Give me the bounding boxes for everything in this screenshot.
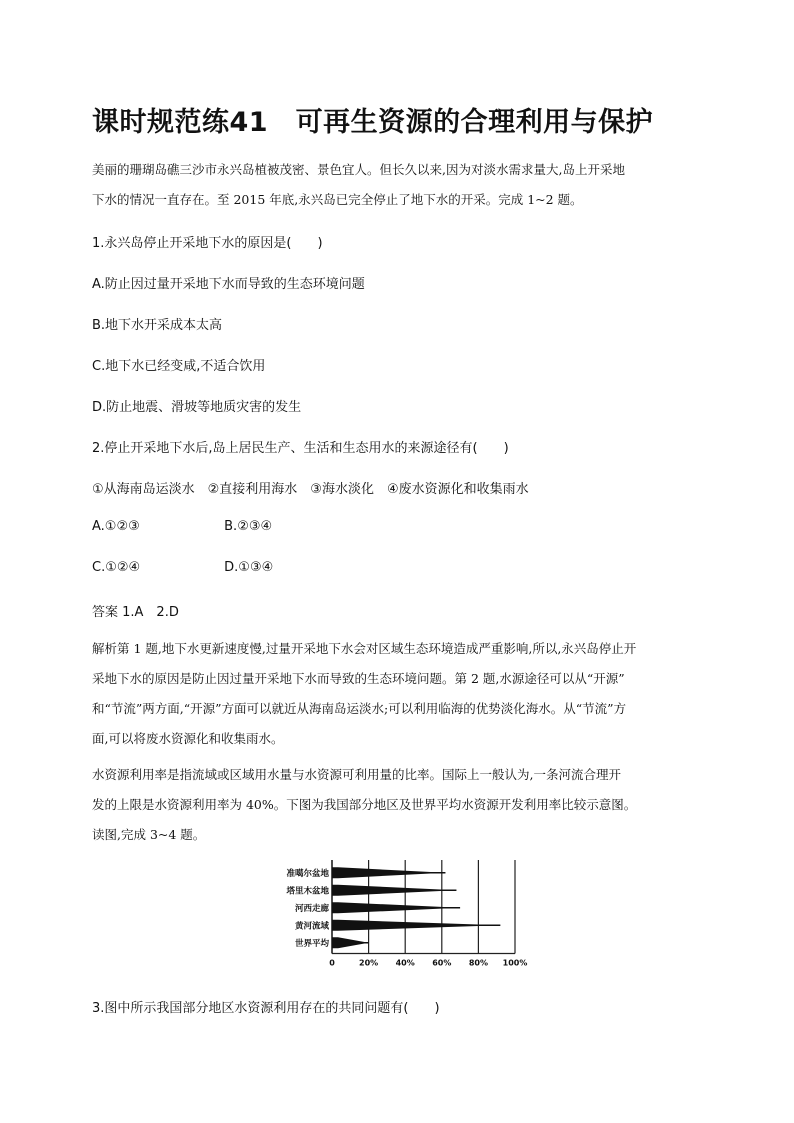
chart-category-label: 黄河流域 <box>294 921 329 932</box>
intro2-line-3: 读图,完成 3~4 题。 <box>92 827 206 842</box>
q2-option-a: A.①②③ <box>92 519 140 534</box>
intro1-line-1: 美丽的珊瑚岛礁三沙市永兴岛植被茂密、景色宜人。但长久以来,因为对淡水需求量大,岛上开采地 <box>92 162 625 177</box>
explanation-paragraph <box>92 634 712 754</box>
chart-x-tick-label: 100% <box>502 958 528 968</box>
q2-items: ①从海南岛运淡水 ②直接利用海水 ③海水淡化 ④废水资源化和收集雨水 <box>92 482 529 497</box>
explanation-line-1: 解析第 1 题,地下水更新速度慢,过量开采地下水会对区域生态环境造成严重影响,所以,永兴岛停止开 <box>92 641 637 656</box>
chart-x-tick-label: 40% <box>395 958 415 968</box>
q1-stem: 1.永兴岛停止开采地下水的原因是( ) <box>92 236 323 251</box>
q2-stem: 2.停止开采地下水后,岛上居民生产、生活和生态用水的来源途径有( ) <box>92 441 509 456</box>
intro-paragraph-1 <box>92 155 712 215</box>
chart-x-tick-label: 80% <box>468 958 488 968</box>
q3-stem: 3.图中所示我国部分地区水资源利用存在的共同问题有( ) <box>92 1001 440 1016</box>
q2-options-row-1 <box>92 519 272 534</box>
chart-svg <box>270 856 530 972</box>
q2-options-row-2 <box>92 560 273 575</box>
q2-option-c: C.①②④ <box>92 560 141 575</box>
chart-x-tick-label: 20% <box>359 958 379 968</box>
q1-option-a: A.防止因过量开采地下水而导致的生态环境问题 <box>92 277 365 292</box>
page-title: 课时规范练41 可再生资源的合理利用与保护 <box>92 107 654 138</box>
q2-option-b: B.②③④ <box>224 519 273 534</box>
chart-category-label: 河西走廊 <box>294 903 329 914</box>
chart-category-label: 准噶尔盆地 <box>286 868 329 879</box>
explanation-line-3: 和“节流”两方面,“开源”方面可以就近从海南岛运淡水;可以利用临海的优势淡化海水。从“节流”方 <box>92 701 627 716</box>
chart-x-tick-label: 60% <box>432 958 452 968</box>
chart-x-tick-label: 0 <box>329 958 335 968</box>
intro1-line-2: 下水的情况一直存在。至 2015 年底,永兴岛已完全停止了地下水的开采。完成 1~2 题。 <box>92 192 583 207</box>
q1-option-c: C.地下水已经变咸,不适合饮用 <box>92 359 266 374</box>
q2-option-d: D.①③④ <box>224 560 274 575</box>
chart-category-label: 世界平均 <box>294 938 329 949</box>
intro-paragraph-2 <box>92 760 712 850</box>
explanation-line-4: 面,可以将废水资源化和收集雨水。 <box>92 731 284 746</box>
intro2-line-2: 发的上限是水资源利用率为 40%。下图为我国部分地区及世界平均水资源开发利用率比较示意图。 <box>92 797 637 812</box>
intro2-line-1: 水资源利用率是指流域或区域用水量与水资源可利用量的比率。国际上一般认为,一条河流合理开 <box>92 767 621 782</box>
explanation-line-2: 采地下水的原因是防止因过量开采地下水而导致的生态环境问题。第 2 题,水源途径可以从“开源” <box>92 671 625 686</box>
q1-option-b: B.地下水开采成本太高 <box>92 318 223 333</box>
q1-option-d: D.防止地震、滑坡等地质灾害的发生 <box>92 400 302 415</box>
answer-line: 答案 1.A 2.D <box>92 605 179 620</box>
water-utilization-chart <box>270 856 530 972</box>
chart-category-label: 塔里木盆地 <box>286 886 329 897</box>
